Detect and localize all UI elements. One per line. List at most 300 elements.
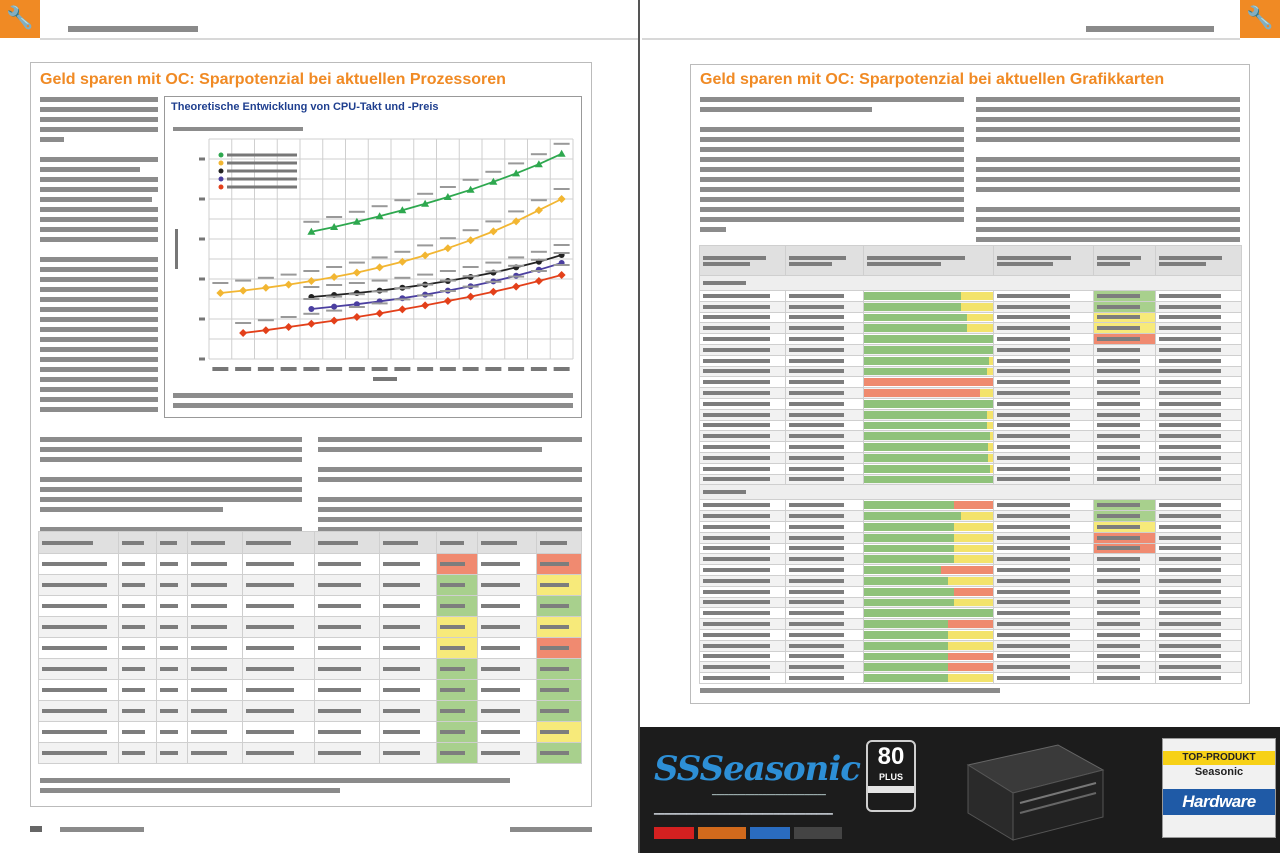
text-line (40, 267, 158, 272)
table-cell (786, 291, 864, 302)
table-cell (994, 474, 1094, 485)
table-cell (700, 608, 786, 619)
table-cell (1156, 629, 1242, 640)
table-cell (118, 596, 157, 617)
text-line (976, 197, 1240, 207)
table-cell (1156, 673, 1242, 684)
text-line (40, 487, 302, 492)
data-label-bar (440, 237, 456, 239)
text-line (40, 197, 152, 202)
table-cell (786, 388, 864, 399)
table-cell (437, 680, 478, 701)
rating-bar-segment (864, 346, 993, 354)
x-tick-label-bar (303, 367, 319, 371)
table-cell (1094, 619, 1156, 630)
table-cell (864, 554, 994, 565)
data-label-bar (463, 229, 479, 231)
table-cell (786, 511, 864, 522)
table-cell (700, 597, 786, 608)
ad-dealer-line: ━━━━━━━━━━━━━━━━━━━━━━━━━━━━━━━━━ (654, 809, 833, 819)
table-row (700, 608, 1242, 619)
table-cell (864, 431, 994, 442)
table-cell (1094, 575, 1156, 586)
rating-bar-segment (864, 631, 948, 639)
data-label-bar (258, 277, 274, 279)
table-cell (786, 554, 864, 565)
data-label-bar (303, 286, 319, 288)
rating-bar-segment (948, 663, 993, 671)
data-label-bar (303, 313, 319, 315)
table-row (700, 344, 1242, 355)
table-cell (1156, 662, 1242, 673)
table-row (700, 521, 1242, 532)
data-label-bar (554, 264, 570, 266)
data-label-bar (417, 294, 433, 296)
table-cell (1094, 474, 1156, 485)
table-cell (39, 743, 119, 764)
text-line (40, 337, 158, 342)
data-point (330, 317, 338, 325)
x-tick-label-bar (463, 367, 479, 371)
table-cell (1094, 640, 1156, 651)
text-line (700, 97, 964, 102)
data-point (421, 251, 429, 259)
table-cell (1156, 500, 1242, 511)
text-line (40, 387, 158, 392)
table-cell (864, 366, 994, 377)
body-text-column-2 (976, 97, 1240, 247)
table-cell (786, 500, 864, 511)
table-cell (864, 323, 994, 334)
table-cell (1094, 409, 1156, 420)
rating-bar-segment (864, 292, 961, 300)
table-cell (700, 355, 786, 366)
table-cell (994, 500, 1094, 511)
text-line (976, 167, 1240, 172)
data-label-bar (372, 290, 388, 292)
table-cell (786, 452, 864, 463)
text-line (40, 157, 158, 162)
table-cell (786, 575, 864, 586)
table-cell (314, 701, 379, 722)
table-cell (39, 596, 119, 617)
table-cell (700, 388, 786, 399)
table-cell (437, 575, 478, 596)
text-line (40, 167, 140, 172)
80-plus-badge: 80 PLUS (866, 740, 916, 812)
table-cell (118, 532, 157, 554)
rating-bar-segment (967, 314, 993, 322)
table-cell (864, 586, 994, 597)
text-line (700, 157, 964, 162)
rating-bar-segment (864, 512, 961, 520)
text-line (40, 297, 158, 302)
data-label-bar (394, 251, 410, 253)
data-point (421, 301, 429, 309)
rating-bar-segment (980, 378, 993, 386)
table-row (700, 334, 1242, 345)
text-line (173, 403, 573, 408)
rating-bar-segment (864, 443, 988, 451)
table-cell (994, 452, 1094, 463)
table-cell (243, 638, 314, 659)
data-point (444, 297, 452, 305)
table-cell (157, 659, 188, 680)
table-cell (314, 722, 379, 743)
data-point (307, 320, 315, 328)
legend-label-bar (227, 154, 297, 157)
rating-bar-segment (941, 566, 993, 574)
table-row (700, 500, 1242, 511)
table-cell (1094, 673, 1156, 684)
table-cell (1094, 334, 1156, 345)
table-cell (786, 662, 864, 673)
table-cell (1156, 334, 1242, 345)
table-cell (700, 344, 786, 355)
table-cell (118, 743, 157, 764)
text-line (976, 117, 1240, 122)
table-cell (786, 442, 864, 453)
legend-label-bar (227, 162, 297, 165)
data-label-bar (485, 281, 501, 283)
table-cell (700, 366, 786, 377)
table-cell (786, 420, 864, 431)
table-cell (864, 409, 994, 420)
table-cell (994, 532, 1094, 543)
table-cell (477, 638, 536, 659)
table-cell (786, 673, 864, 684)
table-cell (314, 554, 379, 575)
table-footnote (40, 778, 510, 783)
table-cell (1094, 662, 1156, 673)
dealer-badge (794, 827, 842, 839)
table-cell (39, 617, 119, 638)
data-label-bar (440, 186, 456, 188)
table-cell (864, 377, 994, 388)
table-cell (477, 722, 536, 743)
data-label-bar (531, 199, 547, 201)
table-cell (314, 680, 379, 701)
table-cell (157, 575, 188, 596)
text-line (318, 437, 582, 442)
data-point (558, 150, 566, 157)
x-tick-label-bar (258, 367, 274, 371)
table-cell (39, 532, 119, 554)
table-cell (786, 344, 864, 355)
table-cell (39, 722, 119, 743)
table-cell (864, 388, 994, 399)
table-cell (1156, 323, 1242, 334)
table-cell (786, 355, 864, 366)
text-line (40, 437, 302, 442)
rating-bar-segment (948, 620, 993, 628)
table-cell (994, 575, 1094, 586)
data-label-bar (372, 302, 388, 304)
table-cell (157, 532, 188, 554)
x-tick-label-bar (440, 367, 456, 371)
header-running-title (1086, 26, 1214, 32)
table-cell (39, 575, 119, 596)
text-line (40, 317, 158, 322)
rating-bar-segment (864, 577, 948, 585)
data-label-bar (463, 179, 479, 181)
rating-bar-segment (864, 545, 954, 553)
gpu-table (699, 245, 1242, 684)
cpu-table (38, 531, 582, 764)
text-line (700, 187, 964, 192)
rating-bar-segment (948, 642, 993, 650)
table-cell (39, 554, 119, 575)
table-cell (188, 743, 243, 764)
table-cell (786, 323, 864, 334)
table-cell (1156, 597, 1242, 608)
table-cell (700, 662, 786, 673)
table-row (39, 722, 582, 743)
table-row (700, 640, 1242, 651)
data-point (353, 313, 361, 321)
table-cell (1156, 651, 1242, 662)
table-cell (379, 701, 436, 722)
table-cell (994, 640, 1094, 651)
table-cell (700, 651, 786, 662)
table-cell (314, 575, 379, 596)
table-cell (537, 659, 582, 680)
table-cell (994, 312, 1094, 323)
y-tick-label-bar (199, 278, 205, 281)
rating-bar-segment (954, 588, 993, 596)
table-cell (477, 575, 536, 596)
table-cell (864, 608, 994, 619)
table-cell (118, 554, 157, 575)
table-cell (786, 608, 864, 619)
table-cell (1094, 388, 1156, 399)
table-cell (786, 301, 864, 312)
table-cell (1156, 452, 1242, 463)
table-cell (1156, 420, 1242, 431)
x-tick-label-bar (235, 367, 251, 371)
data-point (558, 195, 566, 203)
rating-bar-segment (864, 534, 954, 542)
table-row (700, 409, 1242, 420)
table-cell (864, 565, 994, 576)
text-line (700, 147, 964, 152)
legend-marker (219, 161, 224, 166)
rating-bar-segment (987, 368, 993, 376)
table-cell (786, 246, 864, 276)
data-label-bar (394, 287, 410, 289)
table-cell (1156, 291, 1242, 302)
text-line (40, 397, 158, 402)
data-label-bar (531, 153, 547, 155)
wrench-icon: 🔧 (1240, 0, 1280, 38)
table-cell (1094, 565, 1156, 576)
table-cell (1094, 651, 1156, 662)
table-cell (864, 355, 994, 366)
text-line (976, 107, 1240, 112)
rating-bar-segment (864, 378, 980, 386)
data-label-bar (372, 256, 388, 258)
table-row (700, 291, 1242, 302)
table-cell (1156, 355, 1242, 366)
table-cell (243, 532, 314, 554)
table-cell (786, 398, 864, 409)
table-section-row (700, 276, 1242, 291)
table-cell (243, 722, 314, 743)
table-cell (700, 619, 786, 630)
text-line (976, 127, 1240, 132)
rating-bar-segment (948, 577, 993, 585)
text-line (40, 287, 158, 292)
table-cell (700, 246, 786, 276)
data-label-bar (349, 293, 365, 295)
rating-bar-segment (864, 555, 954, 563)
text-line (40, 357, 158, 362)
data-point (308, 306, 314, 312)
rating-bar-segment (864, 335, 974, 343)
data-label-bar (281, 316, 297, 318)
data-label-bar (463, 275, 479, 277)
legend-marker (219, 153, 224, 158)
table-row (700, 651, 1242, 662)
table-cell (700, 554, 786, 565)
data-point (512, 283, 520, 291)
header-rule (40, 38, 638, 40)
table-cell (700, 463, 786, 474)
table-row (700, 662, 1242, 673)
table-cell (786, 366, 864, 377)
legend-marker (219, 169, 224, 174)
table-row (700, 377, 1242, 388)
table-row (700, 474, 1242, 485)
text-line (976, 207, 1240, 212)
table-row (700, 575, 1242, 586)
data-label-bar (394, 199, 410, 201)
table-row (39, 680, 582, 701)
table-cell (379, 532, 436, 554)
footer-text (510, 827, 592, 832)
table-row (700, 597, 1242, 608)
table-cell (437, 722, 478, 743)
header-rule (642, 38, 1240, 40)
table-cell (994, 388, 1094, 399)
table-cell (700, 673, 786, 684)
rating-bar-segment (864, 303, 961, 311)
table-cell (379, 554, 436, 575)
data-label-bar (554, 244, 570, 246)
article-headline: Geld sparen mit OC: Sparpotenzial bei aktuellen Prozessoren (40, 71, 506, 88)
y-tick-label-bar (199, 158, 205, 161)
table-cell (314, 532, 379, 554)
table-cell (786, 409, 864, 420)
text-line (40, 257, 158, 262)
rating-bar-segment (864, 400, 993, 408)
data-label-bar (394, 298, 410, 300)
table-cell (379, 617, 436, 638)
table-cell (243, 701, 314, 722)
table-cell (437, 596, 478, 617)
data-label-bar (212, 282, 228, 284)
rating-bar-segment (864, 357, 989, 365)
data-point (444, 244, 452, 252)
table-cell (1094, 463, 1156, 474)
table-cell (1094, 355, 1156, 366)
table-cell (314, 617, 379, 638)
table-cell (786, 597, 864, 608)
table-cell (864, 662, 994, 673)
table-cell (314, 659, 379, 680)
table-row (39, 701, 582, 722)
rating-bar-segment (954, 534, 993, 542)
table-cell (477, 596, 536, 617)
rating-bar-segment (954, 555, 993, 563)
table-cell (994, 521, 1094, 532)
table-cell (864, 301, 994, 312)
text-line (40, 307, 158, 312)
table-cell (1156, 608, 1242, 619)
table-cell (994, 398, 1094, 409)
table-cell (700, 312, 786, 323)
dealer-badge (750, 827, 790, 839)
table-row (700, 420, 1242, 431)
x-tick-label-bar (349, 367, 365, 371)
data-label-bar (508, 210, 524, 212)
rating-bar-segment (954, 609, 993, 617)
data-label-bar (281, 274, 297, 276)
table-cell (1094, 344, 1156, 355)
table-cell (786, 312, 864, 323)
table-cell (864, 597, 994, 608)
table-cell (786, 543, 864, 554)
table-cell (1094, 500, 1156, 511)
table-cell (700, 629, 786, 640)
table-cell (1094, 543, 1156, 554)
data-label-bar (417, 284, 433, 286)
text-line (40, 347, 158, 352)
data-label-bar (463, 266, 479, 268)
table-cell (700, 420, 786, 431)
table-cell (1094, 521, 1156, 532)
rating-bar-segment (948, 631, 993, 639)
table-cell (1156, 532, 1242, 543)
rating-bar-segment (988, 443, 993, 451)
table-cell (700, 500, 786, 511)
table-cell (994, 543, 1094, 554)
table-cell (994, 431, 1094, 442)
table-cell (1156, 442, 1242, 453)
table-cell (1156, 366, 1242, 377)
rating-bar-segment (954, 545, 993, 553)
rating-bar-segment (864, 620, 948, 628)
table-cell (1156, 565, 1242, 576)
table-cell (39, 638, 119, 659)
body-text-column-3 (318, 437, 582, 537)
table-cell (1156, 474, 1242, 485)
legend-label-bar (227, 178, 297, 181)
table-cell (1156, 344, 1242, 355)
table-cell (1156, 409, 1242, 420)
table-cell (314, 743, 379, 764)
table-cell (1156, 301, 1242, 312)
text-line (173, 393, 573, 398)
table-cell (994, 586, 1094, 597)
table-cell (786, 586, 864, 597)
x-tick-label-bar (485, 367, 501, 371)
table-row (39, 617, 582, 638)
rating-bar-segment (948, 674, 993, 682)
table-cell (537, 722, 582, 743)
table-cell (1094, 597, 1156, 608)
data-point (285, 323, 293, 331)
